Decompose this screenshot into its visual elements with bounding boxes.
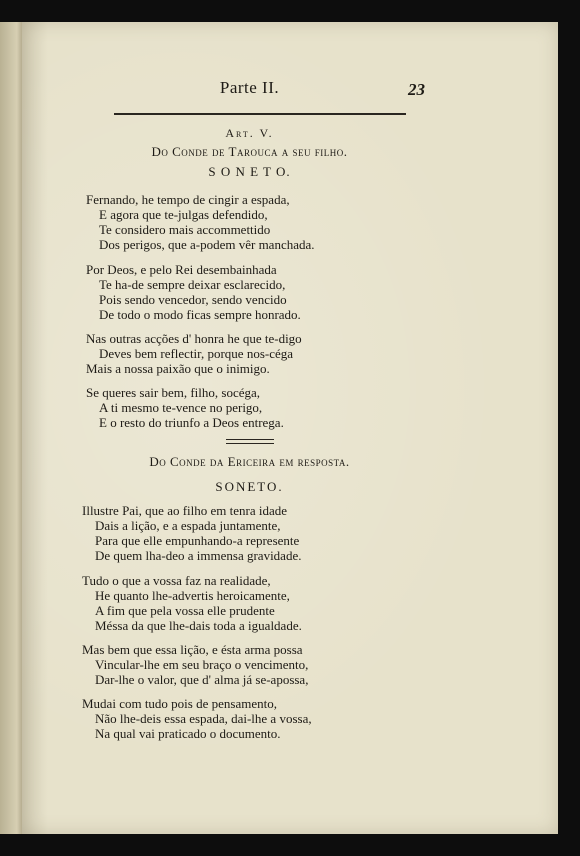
poem-line: Dar-lhe o valor, que d' alma já se-apossa, (95, 672, 309, 687)
poem-line: E agora que te-julgas defendido, (99, 207, 268, 222)
poem-line: Mas bem que essa lição, e ésta arma possa (82, 642, 303, 657)
article-number: Art. V. (225, 126, 274, 140)
poem-line: A ti mesmo te-vence no perigo, (99, 400, 263, 415)
poem-line: Nas outras acções d' honra he que te-digo (86, 331, 302, 346)
poem-line: Tudo o que a vossa faz na realidade, (82, 573, 271, 588)
sonnet-1-title: Do Conde de Tarouca a seu filho. (151, 144, 348, 159)
poem-line: Dais a lição, e a espada juntamente, (95, 518, 281, 533)
poem-line: Méssa da que lhe-dais toda a igualdade. (95, 618, 302, 633)
poem-line: A fim que pela vossa elle prudente (95, 603, 275, 618)
poem-line: Dos perigos, que a-podem vêr manchada. (99, 237, 315, 252)
poem-line: Por Deos, e pelo Rei desembainhada (86, 262, 277, 277)
section-divider (226, 439, 274, 444)
poem-line: Pois sendo vencedor, sendo vencido (99, 292, 287, 307)
poem-line: Te considero mais accommettido (99, 222, 271, 237)
header-rule (114, 113, 406, 115)
poem-line: Não lhe-deis essa espada, dai-lhe a vossa, (95, 711, 312, 726)
book-page (22, 22, 558, 834)
sonnet-1-form: S O N E T O. (208, 164, 291, 179)
poem-line: Illustre Pai, que ao filho em tenra idade (82, 503, 288, 518)
poem-line: Fernando, he tempo de cingir a espada, (86, 192, 290, 207)
poem-line: Mais a nossa paixão que o inimigo. (86, 361, 270, 376)
page-number: 23 (408, 80, 425, 99)
running-head: Parte II. (219, 78, 280, 97)
poem-line: Para que elle empunhando-a represente (95, 533, 300, 548)
sonnet-2-form: SONETO. (215, 479, 284, 494)
poem-line: Mudai com tudo pois de pensamento, (82, 696, 277, 711)
poem-line: Se queres sair bem, filho, socéga, (86, 385, 261, 400)
poem-line: Deves bem reflectir, porque nos-céga (99, 346, 294, 361)
poem-line: Vincular-lhe em seu braço o vencimento, (95, 657, 309, 672)
sonnet-2-title: Do Conde da Ericeira em resposta. (149, 454, 350, 469)
poem-line: E o resto do triunfo a Deos entrega. (99, 415, 284, 430)
poem-line: He quanto lhe-advertis heroicamente, (95, 588, 290, 603)
poem-line: De quem lha-deo a immensa gravidade. (95, 548, 302, 563)
poem-line: Te ha-de sempre deixar esclarecido, (99, 277, 286, 292)
poem-line: De todo o modo ficas sempre honrado. (99, 307, 301, 322)
poem-line: Na qual vai praticado o documento. (95, 726, 281, 741)
